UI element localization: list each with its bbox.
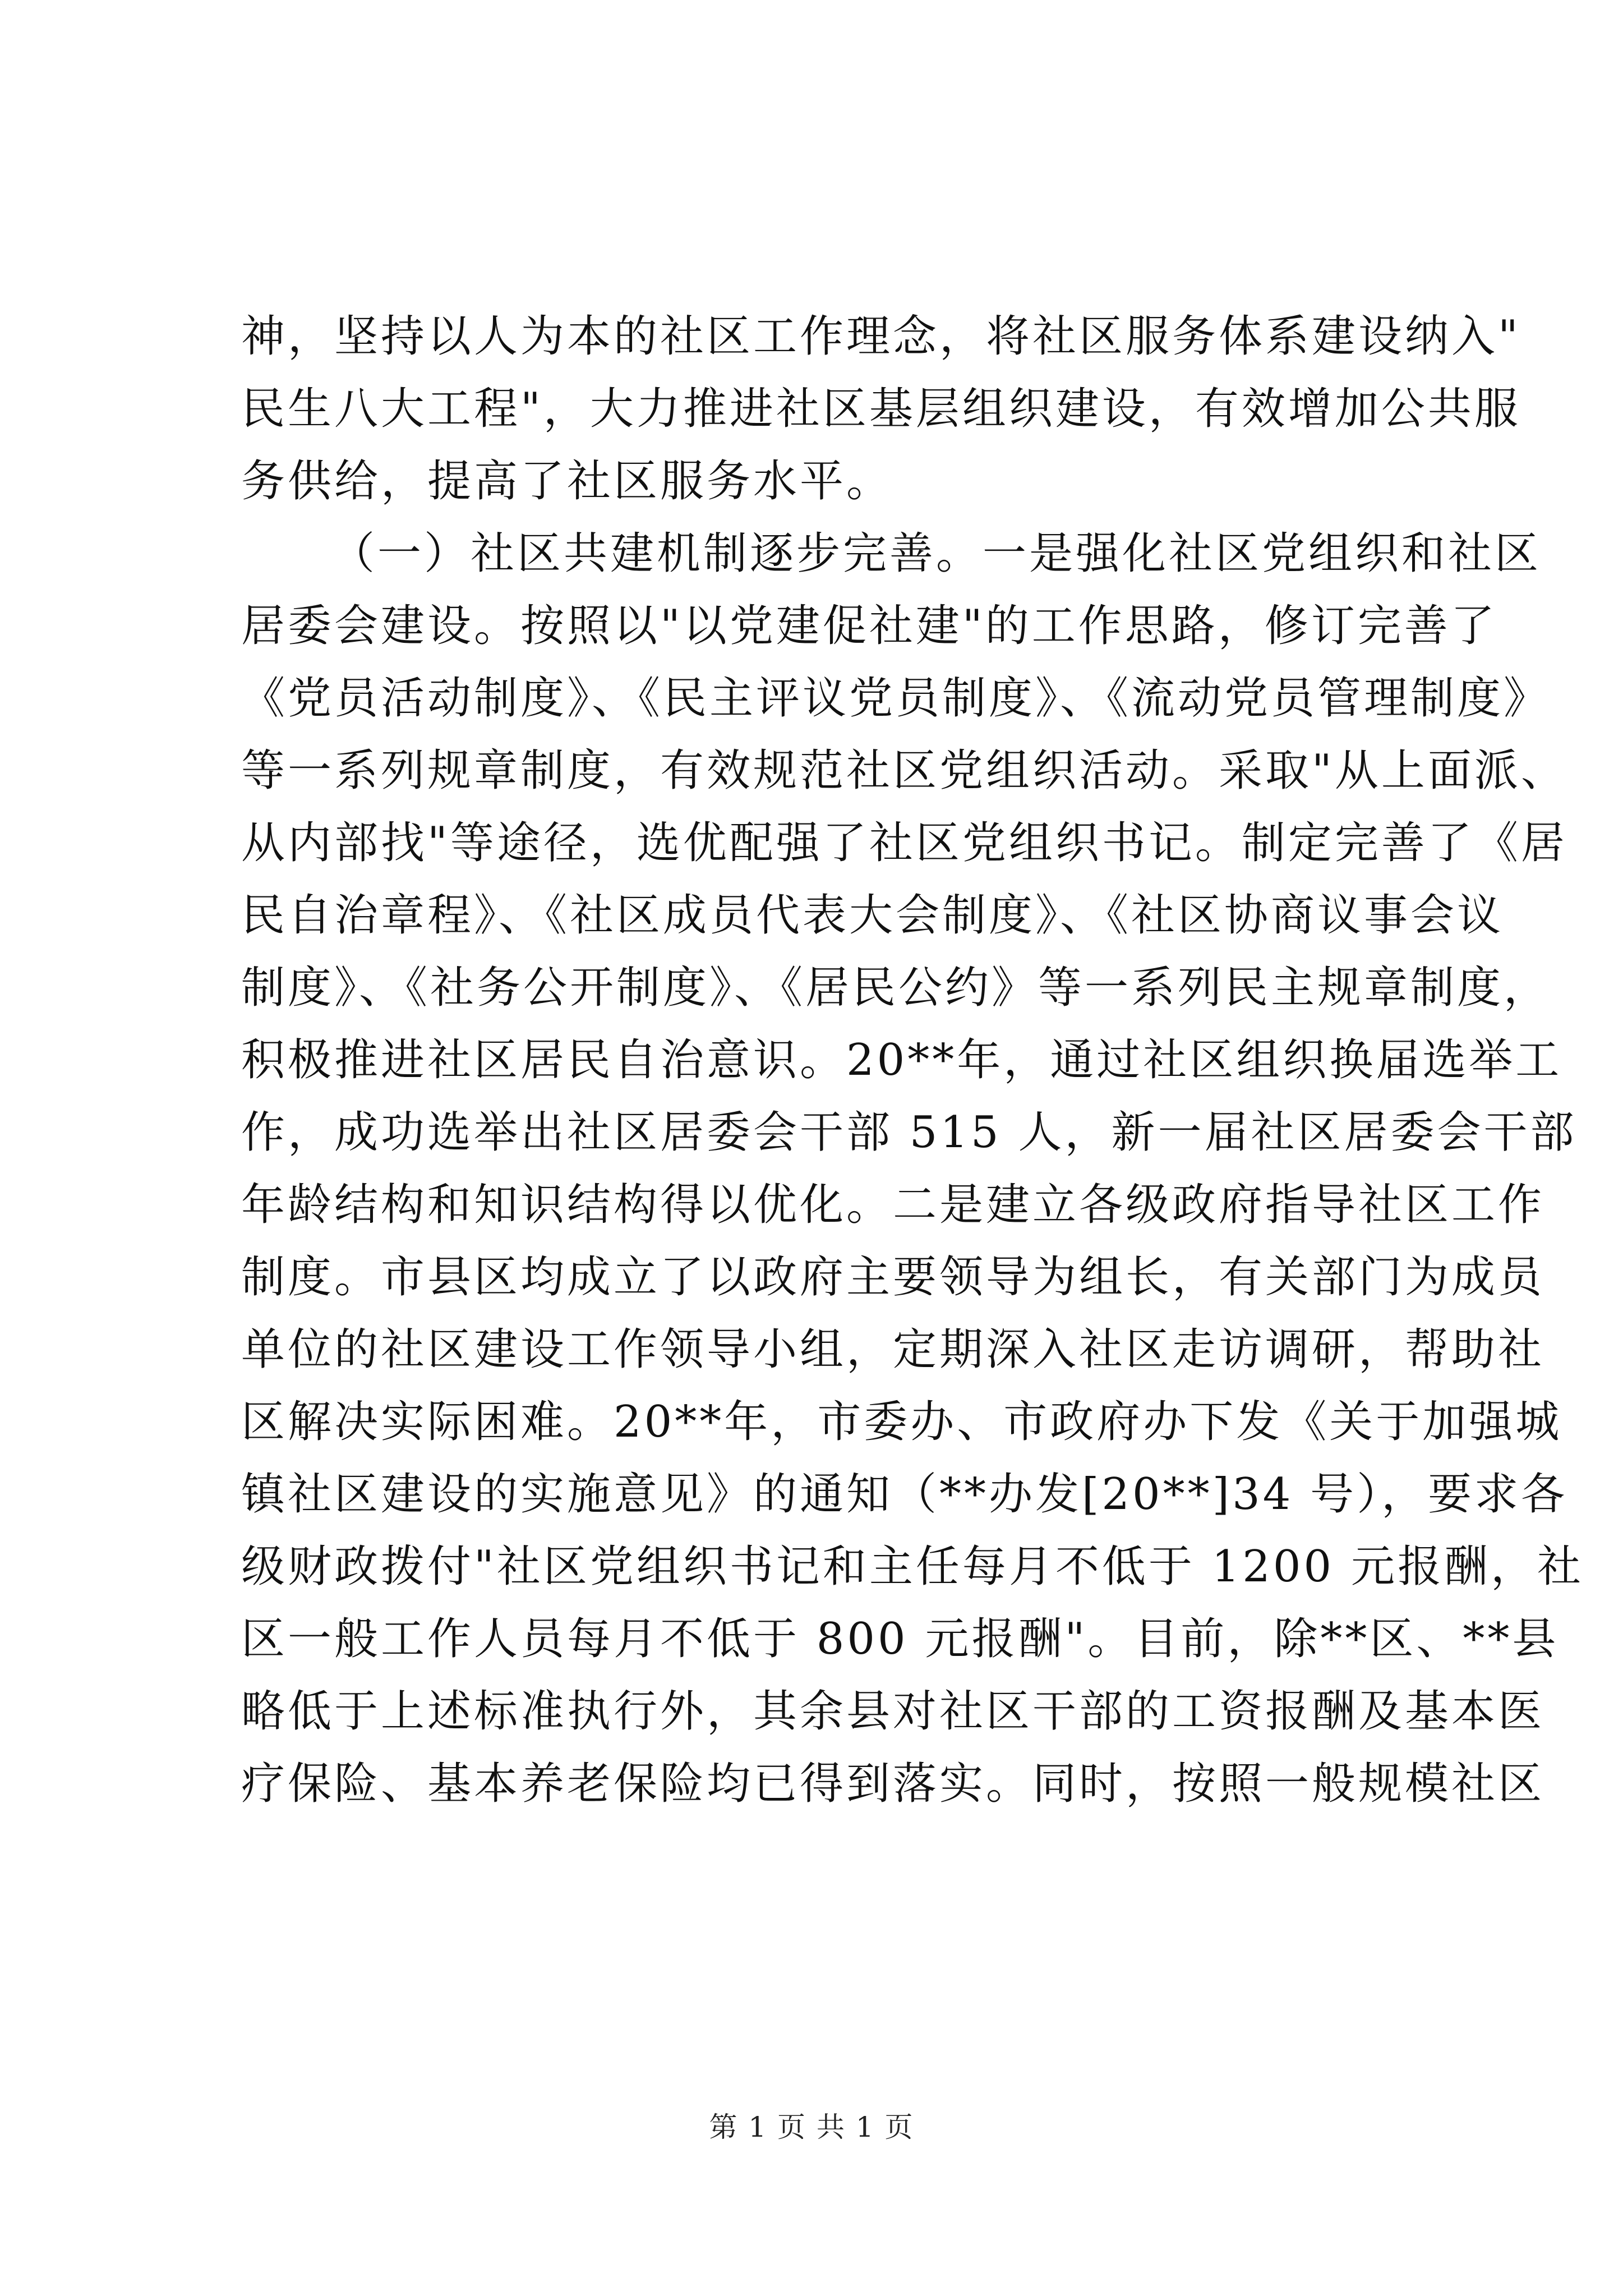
text-line: 区解决实际困难。20**年，市委办、市政府办下发《关于加强城 xyxy=(241,1397,1562,1447)
text-line: 等一系列规章制度，有效规范社区党组织活动。采取"从上面派、 xyxy=(241,746,1567,796)
text-line: 制度。市县区均成立了以政府主要领导为组长，有关部门为成员 xyxy=(241,1252,1545,1303)
page-number-footer: 第 1 页 共 1 页 xyxy=(709,2111,914,2143)
text-line: 年龄结构和知识结构得以优化。二是建立各级政府指导社区工作 xyxy=(241,1180,1545,1230)
text-line: 神，坚持以人为本的社区工作理念，将社区服务体系建设纳入" xyxy=(241,311,1521,362)
text-line: 单位的社区建设工作领导小组，定期深入社区走访调研，帮助社 xyxy=(241,1324,1545,1375)
paragraph-start-line: （一）社区共建机制逐步完善。一是强化社区党组织和社区 xyxy=(331,528,1542,579)
text-line: 疗保险、基本养老保险均已得到落实。同时，按照一般规模社区 xyxy=(241,1759,1545,1809)
text-line: 民自治章程》、《社区成员代表大会制度》、《社区协商议事会议 xyxy=(241,890,1504,941)
text-line: 务供给，提高了社区服务水平。 xyxy=(241,456,893,507)
text-line: 制度》、《社务公开制度》、《居民公约》等一系列民主规章制度， xyxy=(241,963,1551,1013)
text-line: 作，成功选举出社区居委会干部 515 人，新一届社区居委会干部 xyxy=(241,1107,1577,1158)
text-line: 镇社区建设的实施意见》的通知（**办发[20**]34 号），要求各 xyxy=(241,1469,1568,1520)
text-line: 从内部找"等途径，选优配强了社区党组织书记。制定完善了《居 xyxy=(241,818,1567,868)
text-line: 区一般工作人员每月不低于 800 元报酬"。目前，除**区、**县 xyxy=(241,1614,1559,1664)
text-line: 积极推进社区居民自治意识。20**年，通过社区组织换届选举工 xyxy=(241,1035,1562,1085)
text-line: 居委会建设。按照以"以党建促社建"的工作思路，修订完善了 xyxy=(241,601,1497,651)
text-line: 级财政拨付"社区党组织书记和主任每月不低于 1200 元报酬，社 xyxy=(241,1542,1584,1592)
text-line: 民生八大工程"，大力推进社区基层组织建设，有效增加公共服 xyxy=(241,384,1521,434)
document-body xyxy=(241,302,1584,1821)
text-line: 略低于上述标准执行外，其余县对社区干部的工资报酬及基本医 xyxy=(241,1686,1545,1737)
text-line: 《党员活动制度》、《民主评议党员制度》、《流动党员管理制度》 xyxy=(241,673,1551,724)
